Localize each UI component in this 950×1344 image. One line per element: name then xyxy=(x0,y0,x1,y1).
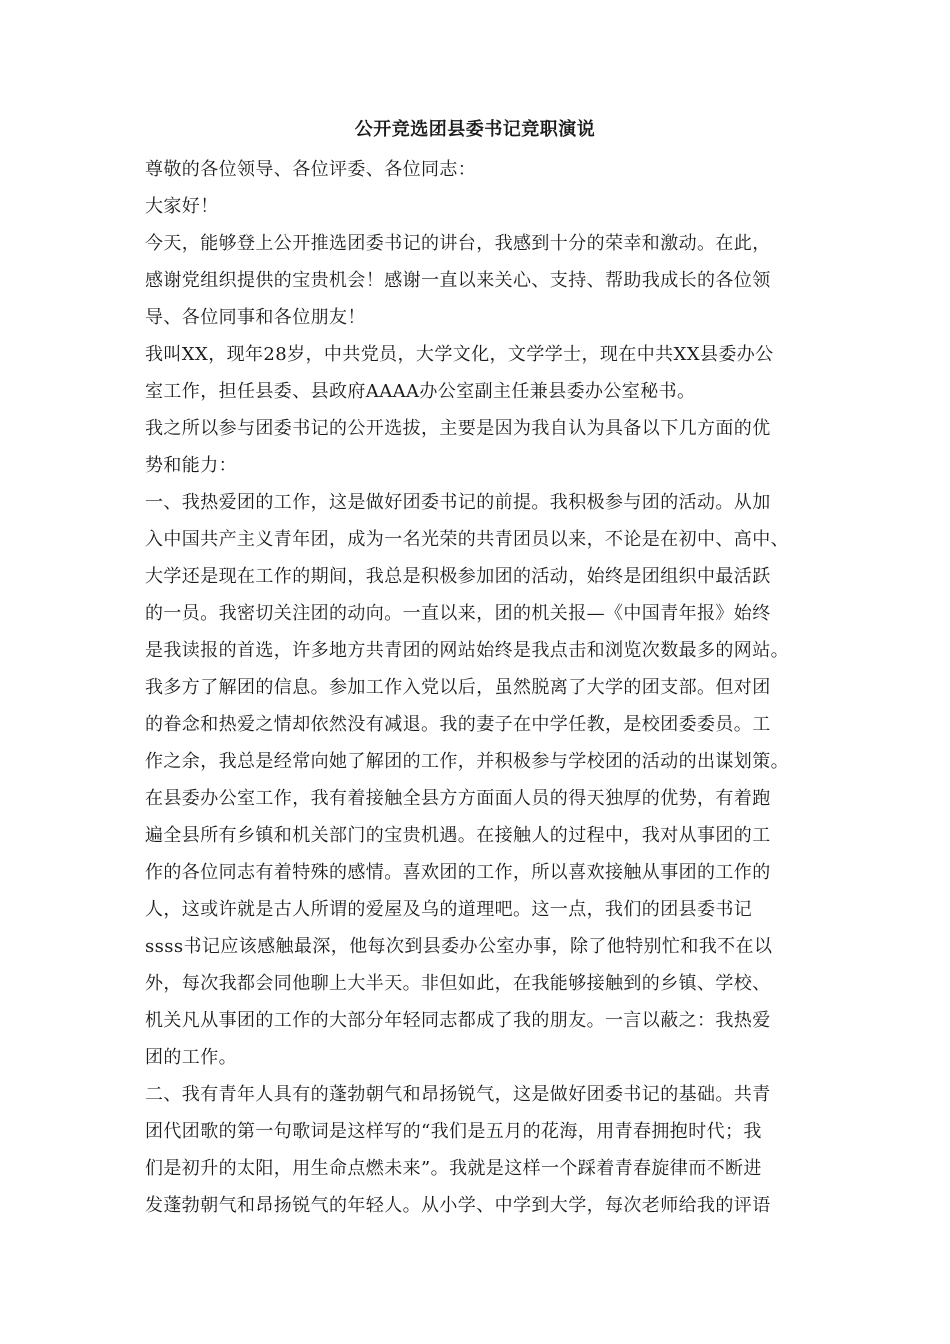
point-two-paragraph: 二、我有青年人具有的蓬勃朝气和昂扬锐气，这是做好团委书记的基础。共青 团代团歌的第一句歌词是这样写的“我们是五月的花海，用青春拥抱时代；我 们是初升的太阳，用生命点燃未来”。我就是这样一个踩着青春旋律而不断进 发蓬勃朝气和昂扬锐气的年轻人。从小学、中学到大学，每次老师给我的评语 xyxy=(145,1084,771,1216)
self-introduction-paragraph: 我叫XX，现年28岁，中共党员，大学文化，文学学士，现在中共XX县委办公 室工作，担任县委、县政府AAAA办公室副主任兼县委办公室秘书。 xyxy=(145,344,774,402)
document-body xyxy=(145,151,813,1224)
greeting-paragraph: 大家好！ xyxy=(145,196,219,217)
gratitude-paragraph: 今天，能够登上公开推选团委书记的讲台，我感到十分的荣幸和激动。在此， 感谢党组织提供的宝贵机会！感谢一直以来关心、支持、帮助我成长的各位领 导、各位同事和各位朋友！ xyxy=(145,233,771,328)
motivation-paragraph: 我之所以参与团委书记的公开选拔，主要是因为我自认为具备以下几方面的优 势和能力： xyxy=(145,418,771,476)
document-title: 公开竞选团县委书记竞职演说 xyxy=(354,119,596,140)
salutation-paragraph: 尊敬的各位领导、各位评委、各位同志： xyxy=(145,159,477,180)
point-one-paragraph: 一、我热爱团的工作，这是做好团委书记的前提。我积极参与团的活动。从加 入中国共产主义青年团，成为一名光荣的共青团员以来，不论是在初中、高中、 大学还是现在工作的期间，我总是积极参加团的活动，始终是团组织中最活跃 的一员。我密切关注团的动向。一直以来，团的机关报—《中国青年报》始终 是我读报的首选，许多地方共青团的网站始终是我点击和浏览次数最多的网站。 我多方了解团的信息。参加工作入党以后，虽然脱离了大学的团支部。但对团 的眷念和热爱之情却依然没有减退。我的妻子在中学任教，是校团委委员。工 作之余，我总是经常向她了解团的工作，并积极参与学校团的活动的出谋划策。 在县委办公室工作，我有着接触全县方方面面人员的得天独厚的优势，有着跑 遍全县所有乡镇和机关部门的宝贵机遇。在接触人的过程中，我对从事团的工 作的各位同志有着特殊的感情。喜欢团的工作，所以喜欢接触从事团的工作的 人，这或许就是古人所谓的爱屋及乌的道理吧。这一点，我们的团县委书记 ssss书记应该感触最深，他每次到县委办公室办事，除了他特别忙和我不在以 外，每次我都会同他聊上大半天。非但如此，在我能够接触到的乡镇、学校、 机关凡从事团的工作的大部分年轻同志都成了我的朋友。一言以蔽之：我热爱 团的工作。 xyxy=(145,492,789,1068)
